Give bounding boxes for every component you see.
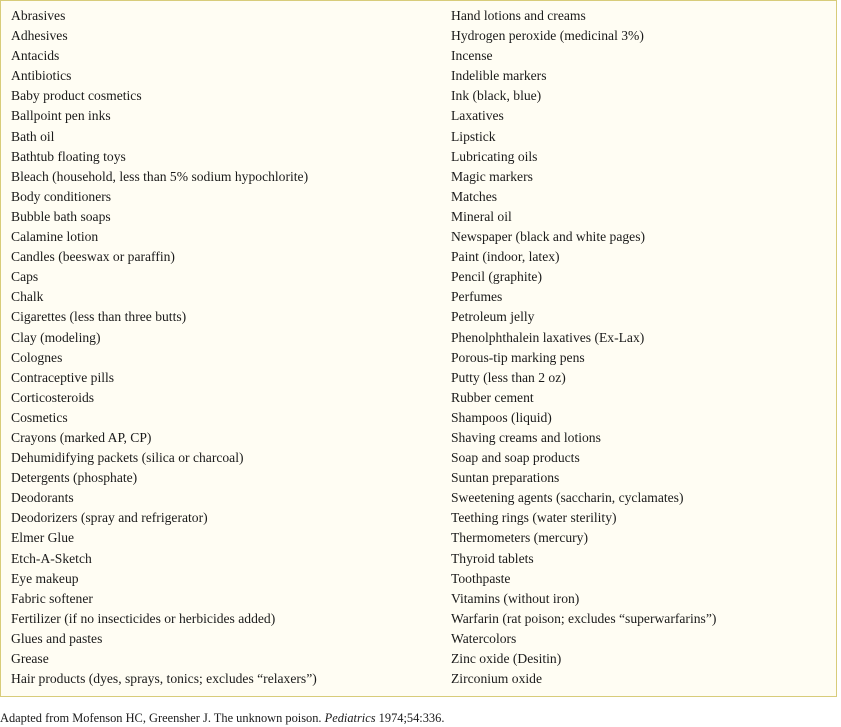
table-cell: Putty (less than 2 oz)	[451, 369, 566, 385]
table-cell: Thyroid tablets	[451, 550, 534, 566]
table-cell: Crayons (marked AP, CP)	[11, 429, 152, 445]
table-cell: Indelible markers	[451, 68, 547, 84]
table-cell: Porous-tip marking pens	[451, 349, 585, 365]
table-cell: Watercolors	[451, 630, 517, 646]
table-cell: Rubber cement	[451, 389, 534, 405]
footnote-journal: Pediatrics	[324, 711, 376, 725]
table-cell: Lubricating oils	[451, 148, 538, 164]
table-cell: Mineral oil	[451, 208, 512, 224]
table-cell: Antibiotics	[11, 68, 72, 84]
table-cell: Shaving creams and lotions	[451, 429, 601, 445]
table-cell: Etch-A-Sketch	[11, 550, 92, 566]
table-cell: Phenolphthalein laxatives (Ex-Lax)	[451, 329, 645, 345]
table-cell: Glues and pastes	[11, 630, 103, 646]
table-cell: Newspaper (black and white pages)	[451, 229, 646, 245]
table-cell: Bleach (household, less than 5% sodium hypochlorite)	[11, 168, 309, 184]
table-cell: Grease	[11, 651, 49, 666]
table-cell: Zinc oxide (Desitin)	[451, 651, 562, 666]
table-left-column	[11, 6, 317, 689]
table-cell: Contraceptive pills	[11, 369, 115, 385]
table-cell: Thermometers (mercury)	[451, 530, 589, 546]
table-cell: Sweetening agents (saccharin, cyclamates)	[451, 490, 684, 506]
table-cell: Suntan preparations	[451, 470, 560, 486]
table-cell: Clay (modeling)	[11, 329, 101, 345]
table-cell: Soap and soap products	[451, 450, 580, 466]
table-cell: Magic markers	[451, 168, 533, 184]
table-cell: Antacids	[11, 48, 60, 64]
table-cell: Fabric softener	[11, 590, 93, 606]
table-cell: Bath oil	[11, 128, 55, 144]
table-cell: Toothpaste	[451, 570, 511, 586]
table-cell: Body conditioners	[11, 188, 112, 204]
table-cell: Shampoos (liquid)	[451, 409, 552, 425]
table-cell: Abrasives	[11, 8, 66, 23]
table-cell: Baby product cosmetics	[11, 88, 142, 104]
table-cell: Elmer Glue	[11, 530, 75, 546]
table-cell: Hydrogen peroxide (medicinal 3%)	[451, 28, 644, 44]
table-cell: Laxatives	[451, 108, 504, 124]
table-cell: Calamine lotion	[11, 229, 99, 245]
table-cell: Perfumes	[451, 289, 503, 305]
table-cell: Hair products (dyes, sprays, tonics; excludes “relaxers”)	[11, 671, 317, 687]
table-cell: Paint (indoor, latex)	[451, 249, 560, 265]
table-cell: Deodorants	[11, 490, 74, 506]
table-cell: Petroleum jelly	[451, 309, 535, 325]
table-cell: Caps	[11, 269, 39, 285]
table-cell: Bubble bath soaps	[11, 208, 111, 224]
footnote-prefix: Adapted from Mofenson HC, Greensher J. The unknown poison.	[0, 711, 325, 725]
table-cell: Matches	[451, 188, 498, 204]
footnote-suffix: 1974;54:336.	[375, 711, 445, 725]
table-cell: Cosmetics	[11, 409, 68, 425]
table-cell: Ballpoint pen inks	[11, 108, 111, 124]
table-cell: Incense	[451, 48, 493, 64]
table-cell: Fertilizer (if no insecticides or herbicides added)	[11, 610, 276, 626]
table-cell: Dehumidifying packets (silica or charcoal)	[11, 450, 244, 466]
table-cell: Ink (black, blue)	[451, 88, 542, 104]
table-cell: Candles (beeswax or paraffin)	[11, 249, 175, 265]
table-cell: Adhesives	[11, 28, 68, 44]
table-cell: Eye makeup	[11, 570, 79, 586]
table-cell: Bathtub floating toys	[11, 148, 126, 164]
source-footnote	[0, 710, 444, 726]
table-cell: Lipstick	[451, 128, 496, 144]
table-cell: Zirconium oxide	[451, 671, 542, 687]
table-cell: Hand lotions and creams	[451, 8, 586, 23]
table-cell: Chalk	[11, 289, 44, 305]
table-cell: Deodorizers (spray and refrigerator)	[11, 510, 208, 526]
table-cell: Cigarettes (less than three butts)	[11, 309, 187, 325]
table-cell: Vitamins (without iron)	[451, 590, 580, 606]
table-cell: Colognes	[11, 349, 63, 365]
table-cell: Warfarin (rat poison; excludes “superwarfarins”)	[451, 610, 717, 626]
table-cell: Detergents (phosphate)	[11, 470, 138, 486]
table-cell: Teething rings (water sterility)	[451, 510, 617, 526]
table-cell: Corticosteroids	[11, 389, 95, 405]
table-right-column	[451, 6, 716, 689]
table-cell: Pencil (graphite)	[451, 269, 542, 285]
